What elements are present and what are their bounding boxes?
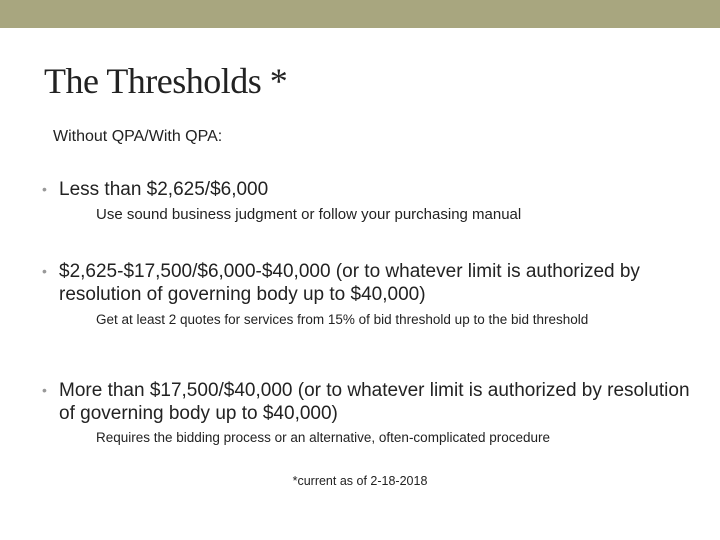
bullet-icon: • (42, 263, 47, 279)
bullet-subtext: Get at least 2 quotes for services from 15% of bid threshold up to the bid threshold (96, 312, 589, 327)
bullet-item (42, 260, 699, 306)
bullet-text: More than $17,500/$40,000 (or to whatever limit is authorized by resolution of governing body up to $40,000) (59, 380, 690, 424)
bullet-icon: • (42, 382, 47, 398)
bullet-subtext: Use sound business judgment or follow your purchasing manual (96, 206, 522, 223)
header-bar (0, 0, 720, 28)
bullet-text: Less than $2,625/$6,000 (59, 179, 269, 200)
footnote: *current as of 2-18-2018 (292, 474, 428, 488)
bullet-icon: • (42, 181, 47, 197)
bullet-text: $2,625-$17,500/$6,000-$40,000 (or to whatever limit is authorized by resolution of governing body up to $40,000) (59, 261, 640, 305)
intro-text: Without QPA/With QPA: (53, 128, 223, 145)
bullet-item (42, 379, 699, 425)
slide-title: The Thresholds * (44, 61, 288, 101)
bullet-item (42, 178, 699, 201)
bullet-subtext: Requires the bidding process or an alternative, often-complicated procedure (96, 430, 551, 445)
